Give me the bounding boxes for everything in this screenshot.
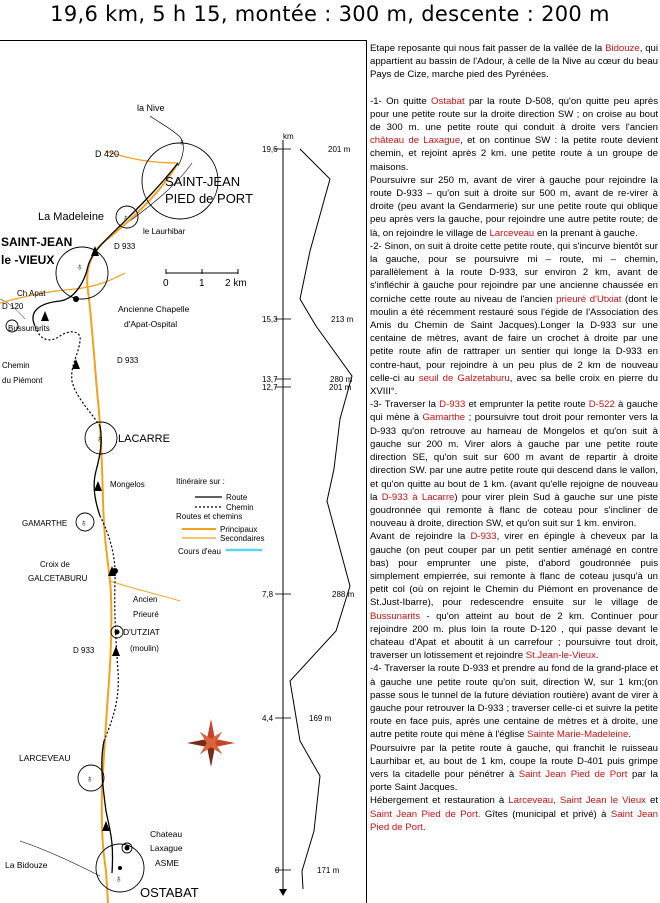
church-icon: ♁ xyxy=(96,434,104,445)
text-segment: -4- Traverser la route D-933 et prendre au fond de la grand-place et à gauche une petite route qu'on suit, direction W, sur 1 km;(on passe sous le tunnel de la future déviation routière) avant de virer à gauche pour retrouver la D-933 ; traverser celle-ci et suivre la petite route en face puis, après une centaine de mètres et à droite, une autre petite route qui mène à l'église xyxy=(370,663,658,741)
text-segment: par la route D-508, qu'on quitte peu après pour une petite route sur la droite direction SW ; on croise au bout de 300 m. une petite route qui conduit à droite vers l'ancien xyxy=(370,95,658,134)
profile-unit: km xyxy=(283,132,294,141)
highlighted-place: St.Jean-le-Vieux xyxy=(525,650,596,662)
axis-arrow-icon xyxy=(279,889,287,896)
text-segment: , avec sa belle croix en pierre du XVIII°. xyxy=(370,372,659,398)
label-la-madeleine: La Madeleine xyxy=(38,211,105,223)
legend-secondaires: Secondaires xyxy=(220,534,265,543)
label-lacarre: LACARRE xyxy=(118,433,170,445)
label-d933-mid: D 933 xyxy=(117,356,139,365)
highlighted-place: Saint Jean Pied de Port xyxy=(518,768,628,780)
text-segment: , virer en épingle à cheveux par la gauche (on peut couper par un petit sentier aménagé en contre bas) pour emprunter une piste, d'abord goudronnée puis simplement empierrée, sui remonte à flanc de coteau jusqu'à un petit col (où on rejoint le Chemin du Piémont en provenance de St.Just-Ibarre), pour redescendre ensuite sur le village de xyxy=(370,531,658,609)
label-chateau-2: Laxague xyxy=(150,843,183,853)
paragraph-step-3b xyxy=(370,530,658,662)
text-segment: -1- On quitte xyxy=(370,95,432,107)
highlighted-place: Saint Jean Pied de Port. xyxy=(370,808,481,820)
highlighted-place: Ostabat xyxy=(431,95,465,107)
highlighted-place: Larceveau xyxy=(489,227,535,239)
label-croix-2: GALCETABURU xyxy=(28,574,88,583)
highlighted-place: Bidouze xyxy=(605,43,640,54)
text-segment: - qu'on atteint au bout de 2 km. Continuer pour rejoindre 200 m. plus loin la route D-120 , qui passe devant le chateau d'Apat et aboutit à un carrefour ; poursuivre tout droit, traverser un lotissement et rejoindre xyxy=(370,610,658,662)
highlighted-place: Sainte Marie-Madeleine xyxy=(527,729,629,741)
label-chapelle-1: Ancienne Chapelle xyxy=(118,304,190,314)
label-d933-top: D 933 xyxy=(114,242,136,251)
legend-principaux: Principaux xyxy=(220,525,258,534)
church-icon: ♁ xyxy=(80,518,88,529)
label-saint-jean-pdp-2: PIED de PORT xyxy=(165,191,253,206)
column-divider xyxy=(366,40,367,903)
text-segment: Gîtes (municipal et privé) à xyxy=(480,808,611,820)
profile-alt-label: 171 m xyxy=(317,866,340,875)
saint-jean-le-vieux-circle xyxy=(56,247,108,299)
itinerary-chemin-1 xyxy=(100,516,118,741)
label-la-nive: la Nive xyxy=(137,103,165,113)
legend-route: Route xyxy=(226,493,248,502)
paragraph-step-2 xyxy=(370,240,658,398)
text-segment: Hébergement et restauration à xyxy=(370,795,509,807)
paragraph-step-1 xyxy=(370,95,658,174)
label-la-bidouze: La Bidouze xyxy=(5,860,48,870)
text-segment: . xyxy=(595,650,599,662)
label-prieure-2: Prieuré xyxy=(133,610,159,619)
church-icon: ♁ xyxy=(86,774,94,785)
highlighted-place: château de Laxague xyxy=(370,135,461,147)
scale-label-0: 0 xyxy=(163,278,169,289)
text-segment: Poursuivre sur 250 m, avant de virer à gauche pour rejoindre la route D-933 – qu'on suit à droite sur 500 m, avant de re-virer à droite (peu avant la Gendarmerie) sur une petite route qui oblique peu après vers la gauche, pour rejoindre une autre petite route; de là, on rejoindre le village de xyxy=(370,174,658,239)
river-bidouze xyxy=(20,841,100,876)
paragraph-step-3 xyxy=(370,398,658,530)
itinerary-text xyxy=(370,42,658,834)
label-prieure-4: (moulin) xyxy=(130,644,159,653)
highlighted-place: D-933 xyxy=(439,399,466,411)
legend-cours-eau: Cours d'eau xyxy=(178,547,221,556)
profile-alt-label: 201 m xyxy=(329,383,352,392)
profile-km-label: 15,3 xyxy=(262,315,278,324)
text-segment: ; poursuivre tout droit pour remonter vers la D-933 qu'on retrouve au hameau de Mongelos et qu'on suit à gauche sur 200 m. Virer alors à gauche par une petite route direction SE, qu'on suit sur 600 m avant de repartir à droite direction SW. par une autre petite route qui descend dans le vallon, et qu'on quitte au bout de 1 km. (avant qu'elle rejoigne de nouveau la xyxy=(370,412,658,503)
legend-routes-chemins: Routes et chemins xyxy=(176,512,243,521)
church-icon: ♁ xyxy=(76,262,84,273)
church-icon: ♁ xyxy=(122,213,130,224)
label-chemin-2: du Piémont xyxy=(2,376,43,385)
profile-alt-label: 169 m xyxy=(309,714,332,723)
legend-title: Itinéraire sur : xyxy=(176,477,225,486)
paragraph-lodging xyxy=(370,794,658,834)
text-segment: Etape reposante qui nous fait passer de la vallée de la xyxy=(370,43,606,54)
text-segment: et xyxy=(645,795,659,807)
text-segment: en la prenant à gauche. xyxy=(534,227,638,239)
text-segment: . xyxy=(422,821,426,833)
text-segment: Avant de rejoindre la xyxy=(370,531,471,543)
itinerary-chemin-2 xyxy=(35,326,100,426)
text-segment: par la porte Saint Jacques. xyxy=(370,768,658,794)
highlighted-place: Saint Jean Pied de Port xyxy=(370,808,659,833)
profile-km-label: 7,8 xyxy=(262,590,274,599)
highlighted-place: D-933 xyxy=(470,531,497,543)
label-gamarthe: GAMARTHE xyxy=(22,519,68,528)
label-d120: D 120 xyxy=(2,302,24,311)
label-prieure-3: D'UTZIAT xyxy=(123,627,160,637)
highlighted-place: Gamarthe xyxy=(422,412,466,424)
text-segment: -2- Sinon, on suit à droite cette petite route, qui s'incurve bientôt sur la gauche, pour se poursuivre mi – route, mi – chemin, parallèlement à la route D-933, sur environ 2 km, avant de s'infléchir à gauche pour rejoindre par une ancienne chaussée en corniche cette route au niveau de l'ancien xyxy=(370,240,658,305)
profile-alt-label: 213 m xyxy=(331,315,354,324)
arrow-icon xyxy=(112,646,120,656)
profile-alt-label: 201 m xyxy=(328,145,351,154)
laxague-dot xyxy=(125,846,130,851)
text-segment: et emprunter la petite route xyxy=(465,399,589,411)
profile-km-label: 0 xyxy=(275,866,280,875)
paragraph-step-4 xyxy=(370,662,658,741)
profile-km-label: 4,4 xyxy=(262,714,274,723)
paragraph-step-1b xyxy=(370,174,658,240)
main-road-d933 xyxy=(87,163,178,903)
label-bussunarits: Bussunarits xyxy=(8,324,50,333)
text-segment: (dont le moulin a été récemment restauré sous l'égide de l'Association des Amis du Chemin de Saint Jacques).Longer la D-933 sur une centaine de mètres, avant de faire un crochet à droite par une petite route afin de rattraper un sentier qui longe la D-933 en contre-haut, pour rejoindre à un peu plus de 2 km de nouveau celle-ci au xyxy=(370,293,658,384)
secondary-road-d120 xyxy=(0,273,125,303)
highlighted-place: prieuré d'Utxiat xyxy=(556,293,622,305)
scale-label-2: 2 km xyxy=(225,278,247,289)
church-icon: ♁ xyxy=(115,874,123,885)
label-chateau-1: Chateau xyxy=(150,829,183,839)
label-larceveau: LARCEVEAU xyxy=(19,753,71,763)
label-ostabat: OSTABAT xyxy=(140,885,199,900)
label-croix-1: Croix de xyxy=(40,560,70,569)
highlighted-place: seuil de Galzetaburu xyxy=(418,372,510,384)
text-segment: , et on continue SW : la petite route devient chemin, et rejoint après 2 km. une petite route à un groupe de maisons. xyxy=(370,135,658,173)
highlighted-place: Bussunarits xyxy=(370,610,421,622)
page-title: 19,6 km, 5 h 15, montée : 300 m, descente : 200 m xyxy=(50,2,610,26)
highlighted-place: Larceveau, Saint Jean le Vieux xyxy=(508,795,646,807)
scale-label-1: 1 xyxy=(199,278,205,289)
route-map xyxy=(0,41,366,903)
arrow-icon xyxy=(94,481,102,491)
highlighted-place: D-933 à Lacarre xyxy=(381,491,455,503)
croix-dot xyxy=(112,568,118,574)
text-segment: à gauche qui mène à xyxy=(370,399,658,424)
label-chateau-3: ASME xyxy=(155,858,180,868)
compass-rose-icon xyxy=(187,719,235,767)
arrow-icon xyxy=(72,359,80,369)
label-saint-jean-vieux-2: le -VIEUX xyxy=(1,253,55,267)
paragraph-step-4b xyxy=(370,742,658,795)
label-saint-jean-pdp-1: SAINT-JEAN xyxy=(165,174,241,189)
label-chemin-1: Chemin xyxy=(2,361,30,370)
highlighted-place: D-522 xyxy=(588,399,615,411)
profile-km-label: 13,7 xyxy=(262,375,278,384)
text-segment: -3- Traverser la xyxy=(370,399,440,411)
scale-bar xyxy=(163,269,247,289)
ostabat-dot xyxy=(118,866,122,870)
label-d933-low: D 933 xyxy=(73,646,95,655)
elevation-profile xyxy=(262,132,355,896)
profile-alt-label: 280 m xyxy=(330,375,353,384)
text-segment: , qui appartient au bassin de l'Adour, à celle de la Nive au cœur du beau Pays de Cize, marche pied des Pyrénées. xyxy=(370,43,658,81)
label-d420: D 420 xyxy=(95,149,120,159)
text-segment: ) pour virer plein Sud à gauche sur une piste goudronnée qui remonte à flanc de coteau pour s'incliner de nouveau à droite, direction SW, et qu'on suit sur 1 km. environ. xyxy=(370,491,658,530)
label-chapelle-2: d'Apat-Ospital xyxy=(124,319,178,329)
text-segment: Poursuivre par la petite route à gauche, qui franchit le ruisseau Laurhibar et, au bout de 1 km, coupe la route D-401 puis grimpe vers la citadelle pour pénétrer à xyxy=(370,742,658,780)
legend xyxy=(176,477,264,556)
profile-km-label: 19,6 xyxy=(262,145,278,154)
profile-alt-label: 288 m xyxy=(332,590,355,599)
label-ch-apat: Ch Apat xyxy=(17,289,46,298)
label-saint-jean-vieux-1: SAINT-JEAN xyxy=(1,235,73,249)
prieure-dot xyxy=(115,630,120,635)
chapelle-dot xyxy=(73,296,79,302)
arrow-icon xyxy=(41,311,49,321)
legend-chemin: Chemin xyxy=(226,503,254,512)
paragraph-intro xyxy=(370,42,658,82)
label-prieure-1: Ancien xyxy=(133,595,158,604)
profile-km-label: 12,7 xyxy=(262,383,278,392)
label-le-laurhibar: le Laurhibar xyxy=(143,227,186,236)
label-mongelos: Mongelos xyxy=(110,480,145,489)
text-segment: . xyxy=(628,729,632,741)
church-icon: ♁ xyxy=(178,137,186,148)
